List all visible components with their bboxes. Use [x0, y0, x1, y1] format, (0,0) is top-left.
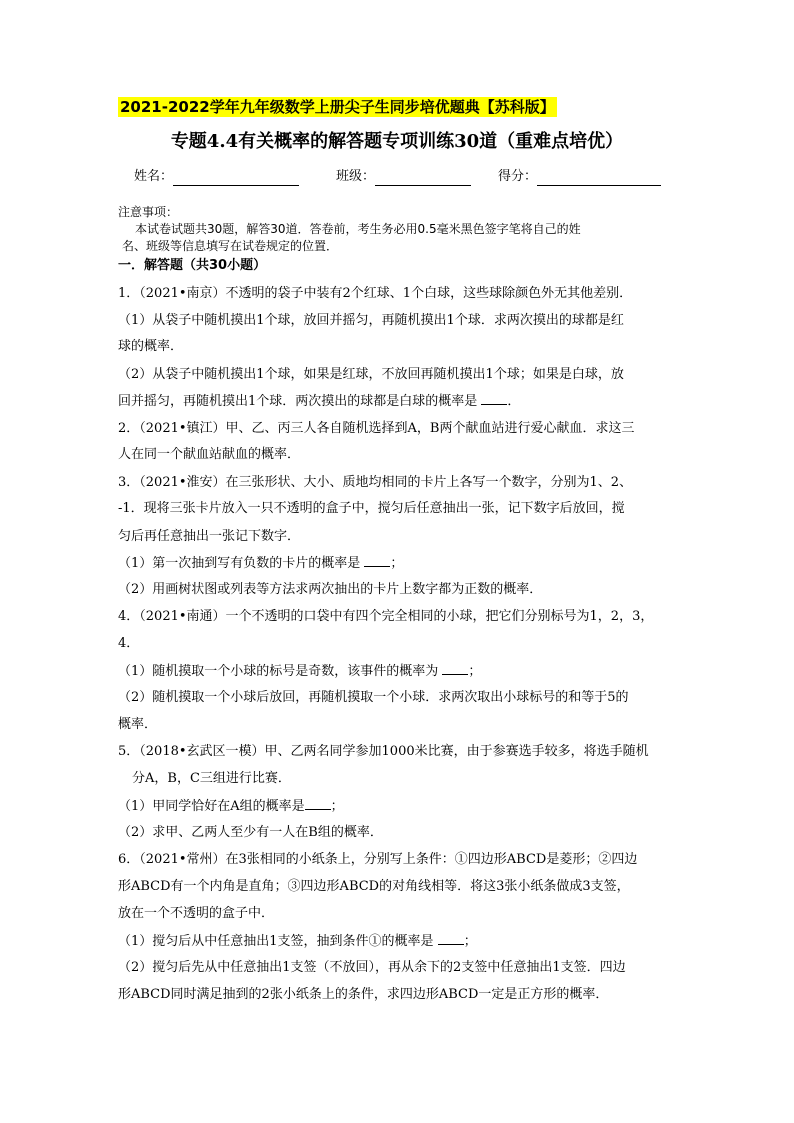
question-line: 3．（2021•淮安）在三张形状、大小、质地均相同的卡片上各写一个数字，分别为1、2、 [118, 475, 633, 490]
score-blank[interactable] [537, 171, 661, 186]
question-text: ． [507, 394, 521, 409]
question-line: 4． [118, 636, 140, 651]
section-title: 一．解答题（共30小题） [118, 258, 267, 273]
score-label: 得分： [498, 169, 538, 184]
question-line: 6．（2021•常州）在3张相同的小纸条上，分别写上条件：①四边形ABCD是菱形；②四边 [118, 852, 638, 867]
question-text: ； [463, 934, 477, 949]
class-blank[interactable] [375, 171, 471, 186]
score-field[interactable] [498, 168, 661, 186]
question-line [118, 554, 678, 573]
page-title: 专题4.4有关概率的解答题专项训练30道（重难点培优） [170, 131, 624, 152]
question-text: （1）搅匀后从中任意抽出1支签，抽到条件①的概率是 [118, 934, 434, 949]
question-line: 球的概率． [118, 339, 184, 354]
answer-blank[interactable] [442, 662, 468, 675]
notice-heading: 注意事项： [118, 205, 179, 219]
question-line: 分A，B，C三组进行比赛． [132, 771, 291, 786]
question-line: 概率． [118, 717, 158, 732]
question-text: （1）随机摸取一个小球的标号是奇数，该事件的概率为 [118, 664, 439, 679]
question-line: （2）从袋子中随机摸出1个球，如果是红球，不放回再随机摸出1个球；如果是白球，放 [118, 367, 624, 382]
question-line [118, 662, 678, 681]
question-line: （2）用画树状图或列表等方法求两次抽出的卡片上数字都为正数的概率． [118, 582, 543, 597]
question-text: （1）第一次抽到写有负数的卡片的概率是 [118, 556, 361, 571]
question-line: （1）从袋子中随机摸出1个球，放回并摇匀，再随机摸出1个球．求两次摸出的球都是红 [118, 313, 624, 328]
answer-blank[interactable] [305, 797, 331, 810]
question-text: （1）甲同学恰好在A组的概率是 [118, 799, 305, 814]
question-line: （2）求甲、乙两人至少有一人在B组的概率． [118, 825, 383, 840]
question-line: 匀后再任意抽出一张记下数字． [118, 529, 301, 544]
notice-line: 本试卷试题共30题，解答30道．答卷前，考生务必用0.5毫米黑色签字笔将自己的姓 [135, 222, 581, 236]
question-text: 回并摇匀，再随机摸出1个球．两次摸出的球都是白球的概率是 [118, 394, 478, 409]
question-line: -1．现将三张卡片放入一只不透明的盒子中，搅匀后任意抽出一张，记下数字后放回，搅 [118, 501, 625, 516]
question-line: 4．（2021•南通）一个不透明的口袋中有四个完全相同的小球，把它们分别标号为1，2，3， [118, 609, 654, 624]
question-line: （2）搅匀后先从中任意抽出1支签（不放回），再从余下的2支签中任意抽出1支签．四边 [118, 960, 626, 975]
question-line: 形ABCD同时满足抽到的2张小纸条上的条件，求四边形ABCD一定是正方形的概率． [118, 987, 609, 1002]
question-line [118, 392, 678, 411]
series-title: 2021-2022学年九年级数学上册尖子生同步培优题典【苏科版】 [120, 98, 555, 116]
question-line: 5．（2018•玄武区一模）甲、乙两名同学参加1000米比赛，由于参赛选手较多，将选手随机 [118, 744, 649, 759]
question-line: 形ABCD有一个内角是直角；③四边形ABCD的对角线相等．将这3张小纸条做成3支签， [118, 879, 630, 894]
question-text: ； [330, 799, 344, 814]
name-blank[interactable] [173, 171, 299, 186]
question-text: ； [390, 556, 404, 571]
class-label: 班级： [336, 169, 376, 184]
question-line: 人在同一个献血站献血的概率． [118, 447, 301, 462]
question-line [118, 797, 678, 816]
question-text: ； [468, 664, 482, 679]
class-field[interactable] [336, 168, 471, 186]
name-label: 姓名： [134, 169, 174, 184]
answer-blank[interactable] [481, 392, 507, 405]
notice-line: 名、班级等信息填写在试卷规定的位置． [122, 239, 339, 253]
answer-blank[interactable] [364, 554, 390, 567]
question-line: （2）随机摸取一个小球后放回，再随机摸取一个小球．求两次取出小球标号的和等于5的 [118, 690, 629, 705]
notice-block [118, 204, 698, 255]
name-field[interactable] [134, 168, 299, 186]
question-line: 放在一个不透明的盒子中． [118, 906, 275, 921]
question-line: 1．（2021•南京）不透明的袋子中装有2个红球、1个白球，这些球除颜色外无其他差别． [118, 286, 633, 301]
question-line: 2．（2021•镇江）甲、乙、丙三人各自随机选择到A，B两个献血站进行爱心献血．求这三 [118, 421, 635, 436]
question-line [118, 932, 678, 951]
answer-blank[interactable] [438, 932, 464, 945]
